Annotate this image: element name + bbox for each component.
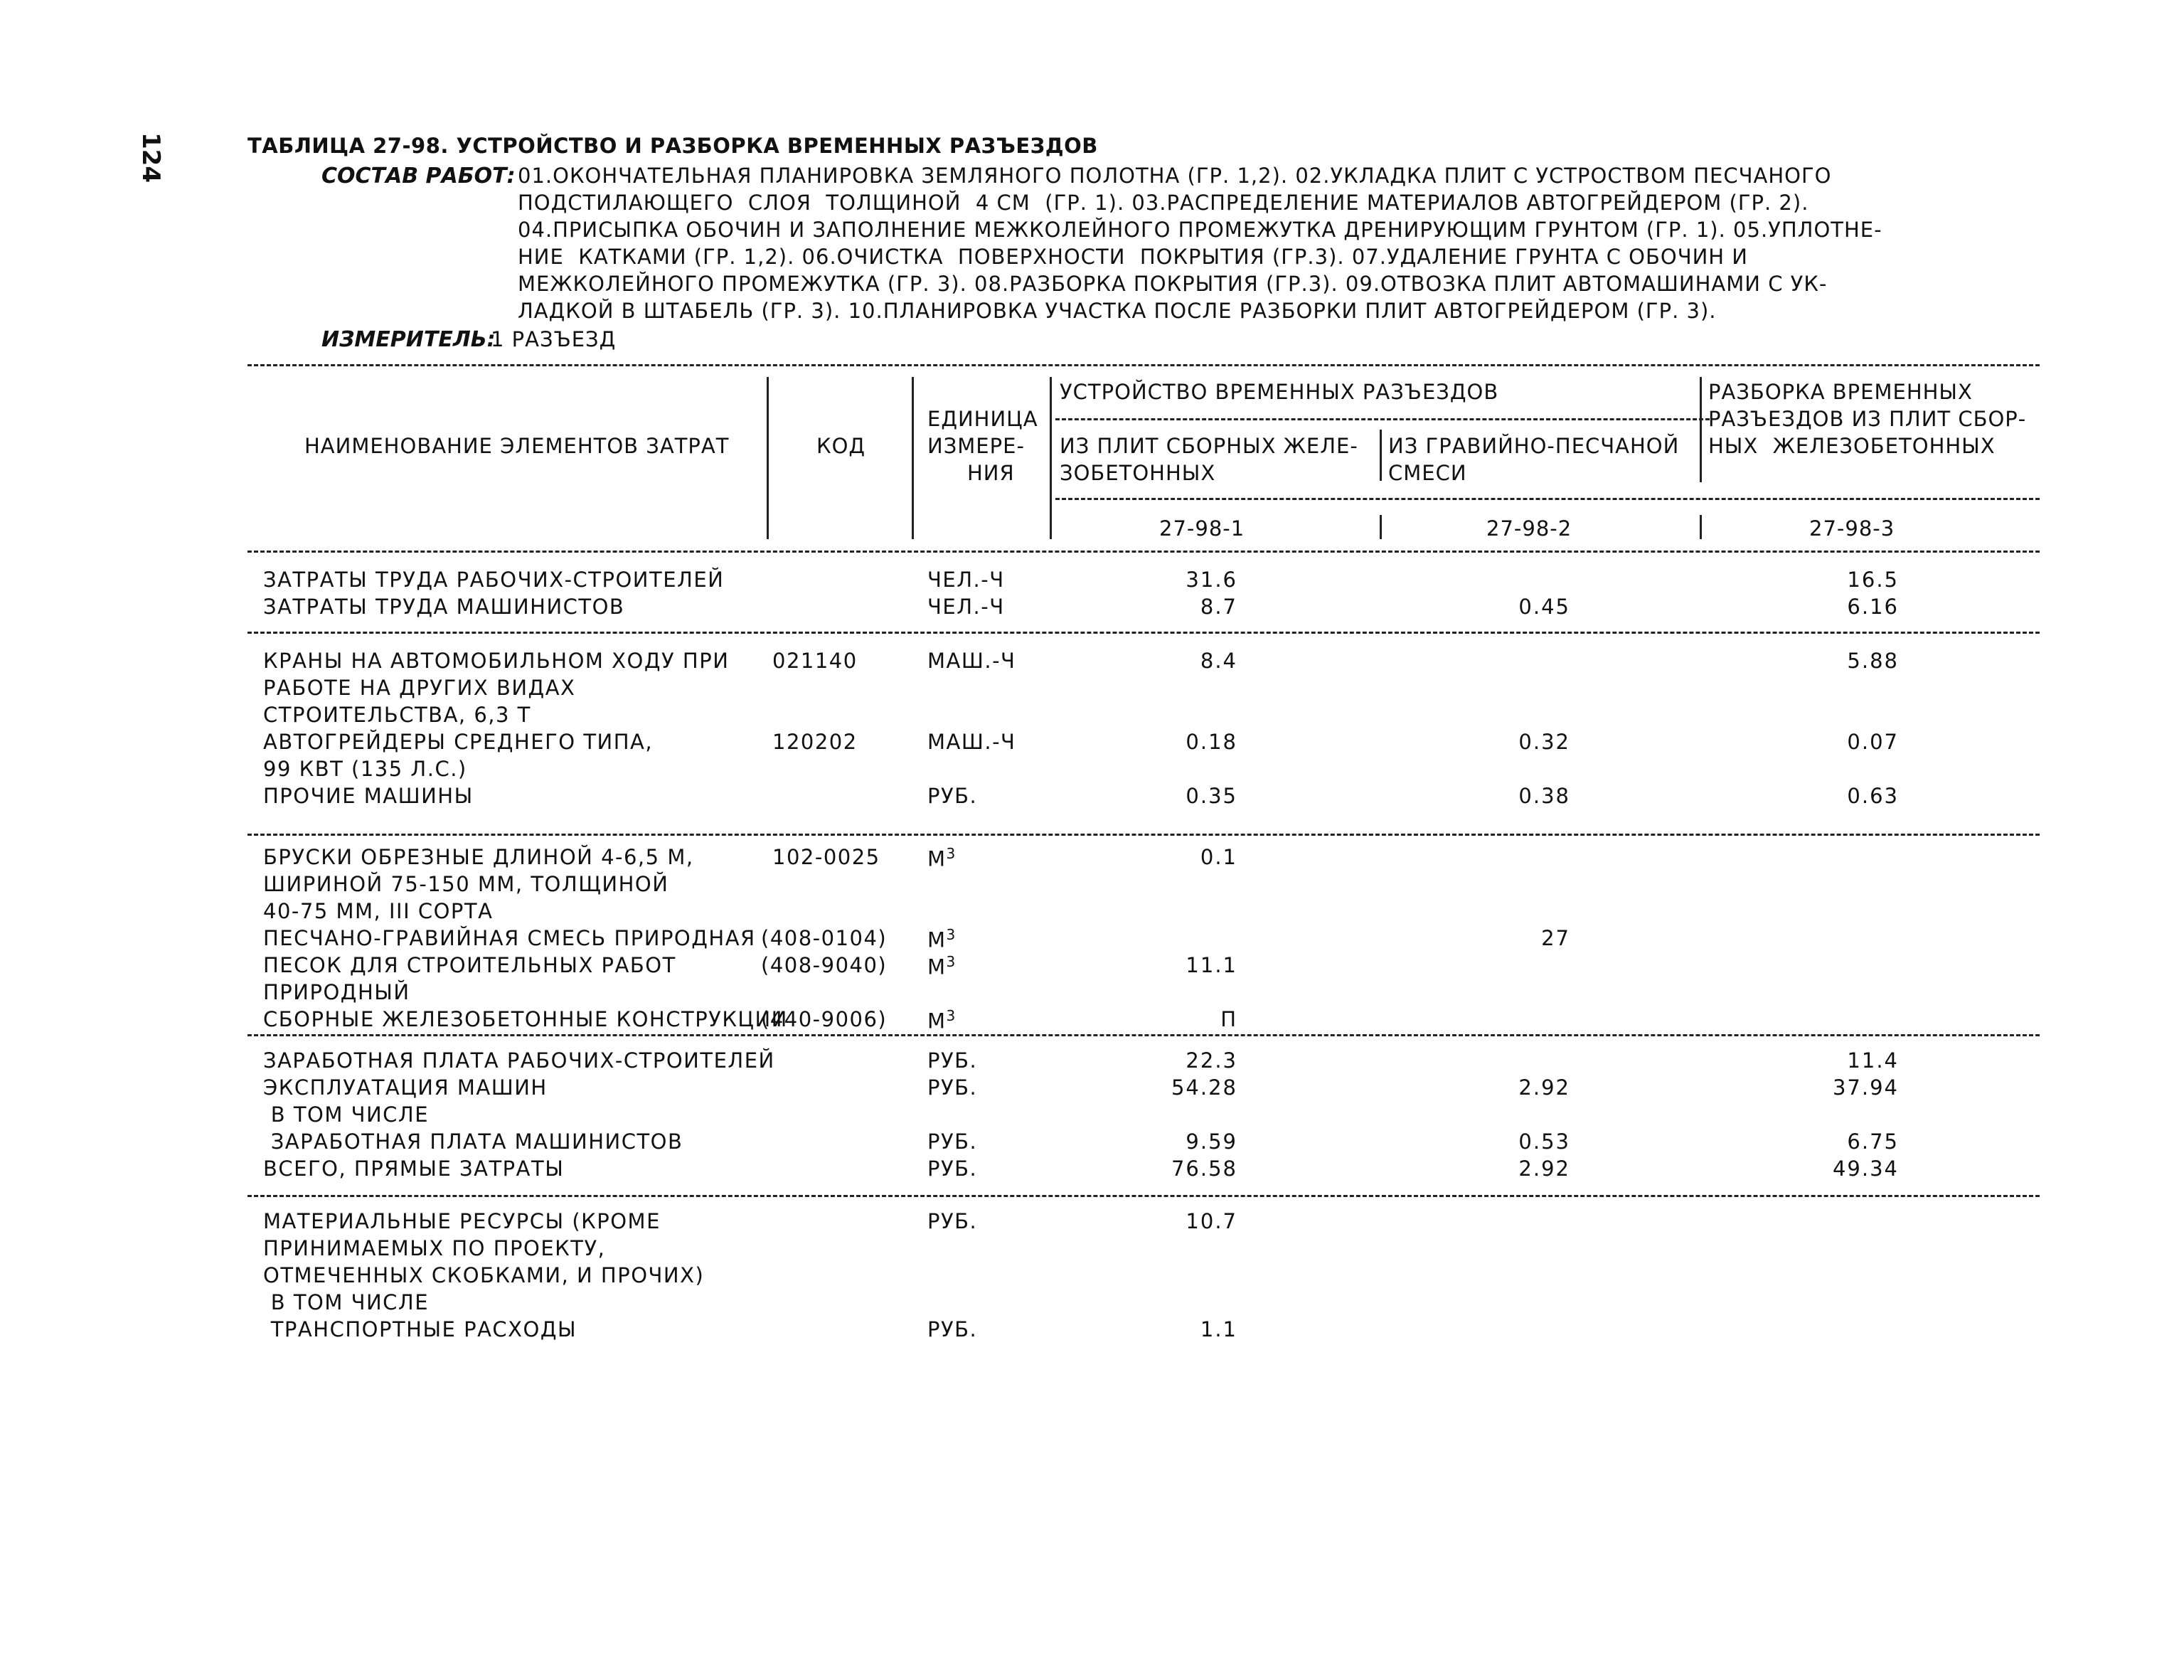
sostav-line-5: МЕЖКОЛЕЙНОГО ПРОМЕЖУТКА (ГР. 3). 08.РАЗБОРКА ПОКРЫТИЯ (ГР.3). 09.ОТВОЗКА ПЛИТ АВТОМАШИНАМИ С УК-: [518, 272, 1828, 296]
row-name: ПЕСЧАНО-ГРАВИЙНАЯ СМЕСЬ ПРИРОДНАЯ: [263, 926, 756, 950]
header-unit-3: НИЯ: [967, 461, 1015, 485]
col-sep-code12: [1380, 515, 1382, 539]
row-code: (408-0104): [761, 926, 888, 950]
header-code-1: 27-98-1: [1159, 516, 1245, 541]
row-name: БРУСКИ ОБРЕЗНЫЕ ДЛИНОЙ 4-6,5 М,: [263, 845, 694, 869]
row-unit: ЧЕЛ.-Ч: [927, 595, 1005, 619]
header-code: КОД: [816, 434, 866, 458]
row-value-27-98-2: 27: [1541, 926, 1570, 950]
table-title: ТАБЛИЦА 27-98. УСТРОЙСТВО И РАЗБОРКА ВРЕМЕННЫХ РАЗЪЕЗДОВ: [247, 134, 1098, 158]
row-value-27-98-1: 8.7: [1200, 595, 1237, 619]
header-sub-plates-1: ИЗ ПЛИТ СБОРНЫХ ЖЕЛЕ-: [1060, 434, 1358, 458]
section-rule-2: [247, 834, 2040, 836]
row-unit: РУБ.: [927, 1317, 978, 1341]
row-name: РАБОТЕ НА ДРУГИХ ВИДАХ: [263, 676, 576, 700]
row-unit: $М^3$: [927, 926, 957, 952]
row-code: 102-0025: [772, 845, 880, 869]
row-name: ВСЕГО, ПРЯМЫЕ ЗАТРАТЫ: [263, 1157, 565, 1181]
row-value-27-98-1: 1.1: [1200, 1317, 1237, 1341]
row-value-27-98-1: 54.28: [1171, 1075, 1237, 1100]
header-sub-gravel-2: СМЕСИ: [1388, 461, 1467, 485]
row-name: ТРАНСПОРТНЫЕ РАСХОДЫ: [263, 1317, 577, 1341]
row-name: ПРИРОДНЫЙ: [263, 980, 410, 1004]
row-value-27-98-3: 0.07: [1847, 730, 1899, 754]
row-value-27-98-1: 10.7: [1186, 1209, 1237, 1233]
row-value-27-98-2: 0.38: [1518, 784, 1570, 808]
row-value-27-98-2: 2.92: [1518, 1157, 1570, 1181]
row-name: СБОРНЫЕ ЖЕЛЕЗОБЕТОННЫЕ КОНСТРУКЦИИ: [263, 1007, 788, 1031]
row-unit: $М^3$: [927, 953, 957, 979]
col-sep-code23: [1700, 515, 1702, 539]
header-name: НАИМЕНОВАНИЕ ЭЛЕМЕНТОВ ЗАТРАТ: [304, 434, 730, 458]
header-unit-1: ЕДИНИЦА: [927, 407, 1038, 431]
row-value-27-98-3: 6.16: [1847, 595, 1899, 619]
row-name: АВТОГРЕЙДЕРЫ СРЕДНЕГО ТИПА,: [263, 730, 654, 754]
header-group-install: УСТРОЙСТВО ВРЕМЕННЫХ РАЗЪЕЗДОВ: [1060, 380, 1499, 404]
row-name: КРАНЫ НА АВТОМОБИЛЬНОМ ХОДУ ПРИ: [263, 649, 730, 673]
row-value-27-98-1: 9.59: [1186, 1129, 1237, 1154]
header-sub-plates-2: ЗОБЕТОННЫХ: [1060, 461, 1216, 485]
header-group-dismantle-1: РАЗБОРКА ВРЕМЕННЫХ: [1708, 380, 1973, 404]
row-name: ПРОЧИЕ МАШИНЫ: [263, 784, 474, 808]
section-rule-1: [247, 632, 2040, 634]
row-value-27-98-1: 76.58: [1171, 1157, 1237, 1181]
header-sub-gravel-1: ИЗ ГРАВИЙНО-ПЕСЧАНОЙ: [1388, 434, 1680, 458]
codes-row-rule: [1055, 498, 2040, 500]
row-unit: РУБ.: [927, 1075, 978, 1100]
row-name: 40-75 ММ, III СОРТА: [263, 899, 494, 923]
row-name: ШИРИНОЙ 75-150 ММ, ТОЛЩИНОЙ: [263, 872, 669, 896]
header-code-3: 27-98-3: [1809, 516, 1895, 541]
row-value-27-98-1: П: [1220, 1007, 1237, 1031]
row-code: 021140: [772, 649, 858, 673]
group-install-rule: [1055, 418, 1710, 420]
row-name: ПЕСОК ДЛЯ СТРОИТЕЛЬНЫХ РАБОТ: [263, 953, 676, 977]
header-code-2: 27-98-2: [1486, 516, 1572, 541]
row-unit: МАШ.-Ч: [927, 730, 1016, 754]
row-unit: РУБ.: [927, 1129, 978, 1154]
row-value-27-98-1: 22.3: [1186, 1048, 1237, 1073]
header-unit-2: ИЗМЕРЕ-: [927, 434, 1025, 458]
row-value-27-98-3: 37.94: [1832, 1075, 1899, 1100]
col-sep-unit-data: [1050, 377, 1052, 539]
row-value-27-98-2: 0.45: [1518, 595, 1570, 619]
row-value-27-98-1: 0.1: [1200, 845, 1237, 869]
col-sep-name-code: [767, 377, 769, 539]
row-value-27-98-3: 11.4: [1847, 1048, 1899, 1073]
section-rule-4: [247, 1195, 2040, 1197]
row-unit: МАШ.-Ч: [927, 649, 1016, 673]
row-unit: РУБ.: [927, 1157, 978, 1181]
row-name: ПРИНИМАЕМЫХ ПО ПРОЕКТУ,: [263, 1236, 606, 1260]
row-name: В ТОМ ЧИСЛЕ: [263, 1290, 430, 1314]
sostav-line-3: 04.ПРИСЫПКА ОБОЧИН И ЗАПОЛНЕНИЕ МЕЖКОЛЕЙНОГО ПРОМЕЖУТКА ДРЕНИРУЮЩИМ ГРУНТОМ (ГР. 1). 05.УПЛОТНЕ-: [518, 218, 1882, 242]
row-name: МАТЕРИАЛЬНЫЕ РЕСУРСЫ (КРОМЕ: [263, 1209, 661, 1233]
row-name: ОТМЕЧЕННЫХ СКОБКАМИ, И ПРОЧИХ): [263, 1263, 705, 1287]
header-group-dismantle-2: РАЗЪЕЗДОВ ИЗ ПЛИТ СБОР-: [1708, 407, 2027, 431]
row-value-27-98-3: 16.5: [1847, 568, 1899, 592]
sostav-line-6: ЛАДКОЙ В ШТАБЕЛЬ (ГР. 3). 10.ПЛАНИРОВКА УЧАСТКА ПОСЛЕ РАЗБОРКИ ПЛИТ АВТОГРЕЙДЕРОМ (ГР. 3).: [518, 299, 1717, 323]
row-value-27-98-3: 5.88: [1847, 649, 1899, 673]
sostav-line-4: НИЕ КАТКАМИ (ГР. 1,2). 06.ОЧИСТКА ПОВЕРХНОСТИ ПОКРЫТИЯ (ГР.3). 07.УДАЛЕНИЕ ГРУНТА С ОБОЧИН И: [518, 245, 1749, 269]
page-number: 124: [137, 132, 165, 183]
row-name: ЭКСПЛУАТАЦИЯ МАШИН: [263, 1075, 548, 1100]
table-top-rule: [247, 364, 2040, 366]
row-name: ЗАТРАТЫ ТРУДА МАШИНИСТОВ: [263, 595, 625, 619]
col-sep-group: [1700, 377, 1702, 482]
row-unit: $М^3$: [927, 845, 957, 871]
row-unit: РУБ.: [927, 1209, 978, 1233]
row-value-27-98-3: 49.34: [1832, 1157, 1899, 1181]
sostav-line-2: ПОДСТИЛАЮЩЕГО СЛОЯ ТОЛЩИНОЙ 4 СМ (ГР. 1). 03.РАСПРЕДЕЛЕНИЕ МАТЕРИАЛОВ АВТОГРЕЙДЕРОМ (ГР. 2).: [518, 191, 1809, 215]
header-bottom-rule: [247, 551, 2040, 553]
row-name: ЗАТРАТЫ ТРУДА РАБОЧИХ-СТРОИТЕЛЕЙ: [263, 568, 725, 592]
section-rule-3: [247, 1034, 2040, 1036]
row-value-27-98-1: 11.1: [1186, 953, 1237, 977]
row-name: СТРОИТЕЛЬСТВА, 6,3 Т: [263, 703, 531, 727]
header-group-dismantle-3: НЫХ ЖЕЛЕЗОБЕТОННЫХ: [1708, 434, 1996, 458]
row-value-27-98-1: 31.6: [1186, 568, 1237, 592]
izmeritel-value: 1 РАЗЪЕЗД: [491, 327, 617, 351]
row-value-27-98-1: 0.18: [1186, 730, 1237, 754]
sostav-label: СОСТАВ РАБОТ:: [321, 164, 516, 188]
row-name: В ТОМ ЧИСЛЕ: [263, 1102, 430, 1127]
row-unit: $М^3$: [927, 1007, 957, 1033]
row-unit: РУБ.: [927, 1048, 978, 1073]
izmeritel-label: ИЗМЕРИТЕЛЬ:: [321, 327, 496, 352]
row-value-27-98-1: 0.35: [1186, 784, 1237, 808]
col-sep-code-unit: [912, 377, 914, 539]
col-sep-sub: [1380, 430, 1382, 481]
row-value-27-98-2: 0.53: [1518, 1129, 1570, 1154]
row-unit: ЧЕЛ.-Ч: [927, 568, 1005, 592]
row-name: ЗАРАБОТНАЯ ПЛАТА РАБОЧИХ-СТРОИТЕЛЕЙ: [263, 1048, 775, 1073]
row-name: 99 КВТ (135 Л.С.): [263, 757, 467, 781]
row-value-27-98-2: 2.92: [1518, 1075, 1570, 1100]
row-value-27-98-3: 6.75: [1847, 1129, 1899, 1154]
row-value-27-98-2: 0.32: [1518, 730, 1570, 754]
row-code: (440-9006): [761, 1007, 888, 1031]
row-unit: РУБ.: [927, 784, 978, 808]
sostav-line-1: 01.ОКОНЧАТЕЛЬНАЯ ПЛАНИРОВКА ЗЕМЛЯНОГО ПОЛОТНА (ГР. 1,2). 02.УКЛАДКА ПЛИТ С УСТРОСТВОМ ПЕСЧАНОГО: [518, 164, 1832, 188]
row-name: ЗАРАБОТНАЯ ПЛАТА МАШИНИСТОВ: [263, 1129, 683, 1154]
row-code: (408-9040): [761, 953, 888, 977]
row-value-27-98-1: 8.4: [1200, 649, 1237, 673]
row-value-27-98-3: 0.63: [1847, 784, 1899, 808]
row-code: 120202: [772, 730, 858, 754]
